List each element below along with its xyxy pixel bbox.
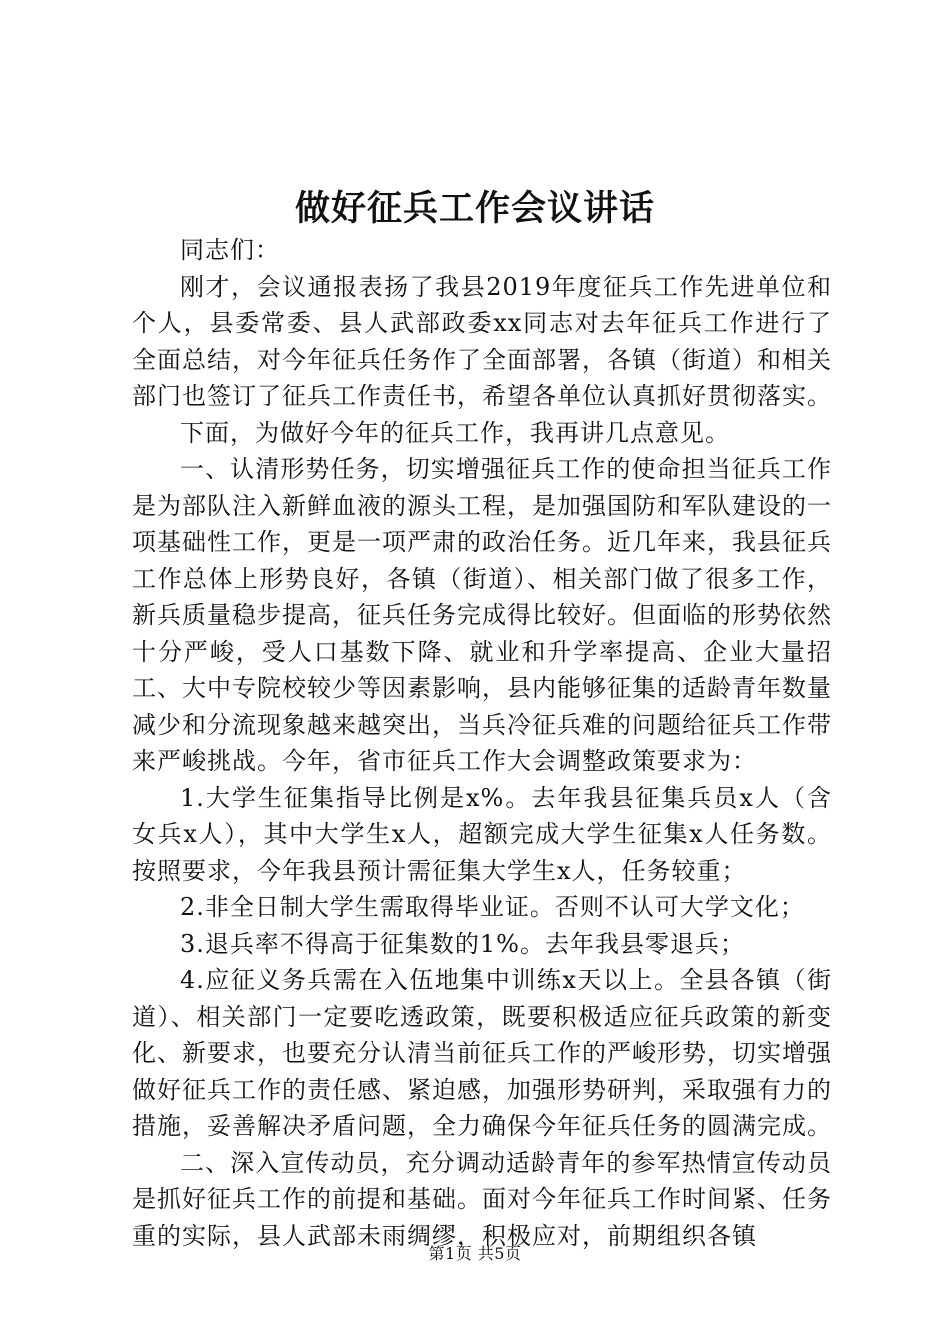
- list-item: 1.大学生征集指导比例是x%。去年我县征集兵员x人（含女兵x人），其中大学生x人，超额完成大学生征集x人任务数。按照要求，今年我县预计需征集大学生x人，任务较重；: [132, 783, 832, 885]
- section-paragraph: 二、深入宣传动员，充分调动适龄青年的参军热情宣传动员是抓好征兵工作的前提和基础。面对今年征兵工作时间紧、任务重的实际，县人武部未雨绸缪，积极应对，前期组织各镇: [132, 1148, 832, 1250]
- list-item: 2.非全日制大学生需取得毕业证。否则不认可大学文化；: [180, 893, 805, 921]
- document-body: [132, 232, 832, 1254]
- document-title: 做好征兵工作会议讲话: [294, 188, 655, 229]
- paragraph: 刚才，会议通报表扬了我县2019年度征兵工作先进单位和个人，县委常委、县人武部政委xx同志对去年征兵工作进行了全面总结，对今年征兵任务作了全面部署，各镇（街道）和相关部门也签订了征兵工作责任书，希望各单位认真抓好贯彻落实。: [132, 272, 832, 410]
- list-item: 3.退兵率不得高于征集数的1%。去年我县零退兵；: [180, 929, 745, 958]
- page-number-footer: 第1页 共5页: [428, 1244, 522, 1263]
- section-paragraph: 一、认清形势任务，切实增强征兵工作的使命担当征兵工作是为部队注入新鲜血液的源头工程，是加强国防和军队建设的一项基础性工作，更是一项严肃的政治任务。近几年来，我县征兵工作总体上形势良好，各镇（街道）、相关部门做了很多工作，新兵质量稳步提高，征兵任务完成得比较好。但面临的形势依然十分严峻，受人口基数下降、就业和升学率提高、企业大量招工、大中专院校较少等因素影响，县内能够征集的适龄青年数量减少和分流现象越来越突出，当兵冷征兵难的问题给征兵工作带来严峻挑战。今年，省市征兵工作大会调整政策要求为：: [132, 455, 832, 775]
- salutation: 同志们：: [180, 236, 280, 264]
- paragraph: 下面，为做好今年的征兵工作，我再讲几点意见。: [180, 418, 730, 447]
- list-item: 4.应征义务兵需在入伍地集中训练x天以上。全县各镇（街道）、相关部门一定要吃透政策，既要积极适应征兵政策的新变化、新要求，也要充分认清当前征兵工作的严峻形势，切实增强做好征兵工作的责任感、紧迫感，加强形势研判，采取强有力的措施，妥善解决矛盾问题，全力确保今年征兵任务的圆满完成。: [132, 966, 832, 1140]
